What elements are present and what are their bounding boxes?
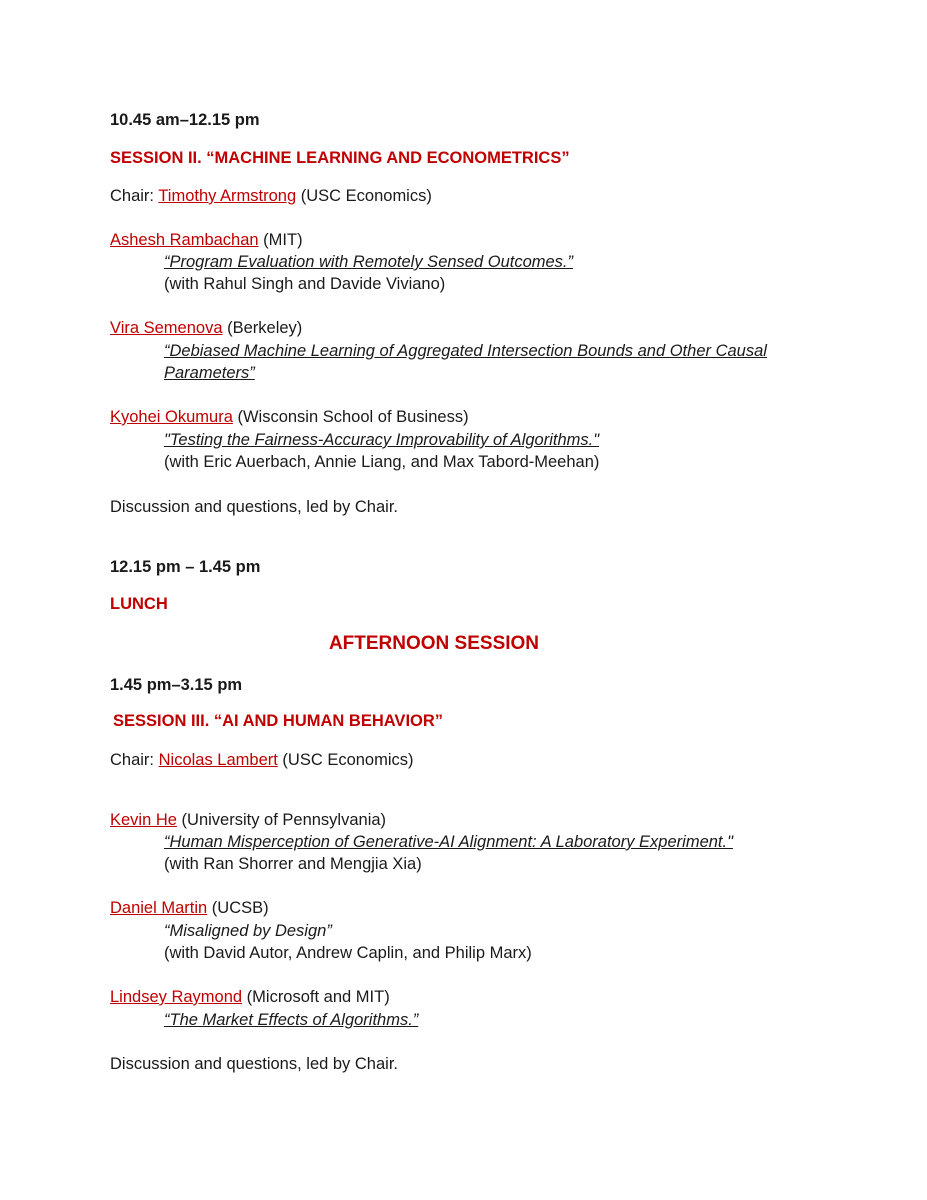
speaker-line [110, 229, 303, 251]
chair-link[interactable]: Nicolas Lambert [158, 751, 278, 769]
session-2-discussion: Discussion and questions, led by Chair. [110, 498, 398, 516]
speaker-link[interactable]: Kyohei Okumura [110, 408, 233, 426]
speaker-affiliation: (Wisconsin School of Business) [232, 408, 469, 426]
lunch-label: LUNCH [110, 595, 168, 613]
coauthors: (with Ran Shorrer and Mengjia Xia) [164, 855, 422, 873]
speaker-link[interactable]: Lindsey Raymond [110, 988, 243, 1006]
afternoon-heading: AFTERNOON SESSION [328, 633, 540, 654]
chair-prefix: Chair: [110, 187, 159, 205]
chair-affiliation: (USC Economics) [277, 751, 414, 769]
coauthors: (with David Autor, Andrew Caplin, and Philip Marx) [164, 944, 532, 962]
coauthors: (with Eric Auerbach, Annie Liang, and Max Tabord-Meehan) [164, 453, 600, 471]
paper-title: “Debiased Machine Learning of Aggregated Intersection Bounds and Other Causal [164, 342, 767, 360]
lunch-time: 12.15 pm – 1.45 pm [110, 558, 261, 576]
speaker-link[interactable]: Vira Semenova [110, 319, 223, 337]
speaker-affiliation: (UCSB) [207, 899, 269, 917]
speaker-link[interactable]: Kevin He [110, 811, 177, 829]
session-3-discussion: Discussion and questions, led by Chair. [110, 1055, 398, 1073]
speaker-affiliation: (Berkeley) [222, 319, 303, 337]
chair-prefix: Chair: [110, 751, 159, 769]
paper-title: “Program Evaluation with Remotely Sensed Outcomes.” [164, 253, 574, 271]
session-2-time: 10.45 am–12.15 pm [110, 111, 260, 129]
coauthors: (with Rahul Singh and Davide Viviano) [164, 275, 446, 293]
paper-title: “The Market Effects of Algorithms.” [164, 1011, 419, 1029]
speaker-line [110, 897, 269, 919]
paper-title: “Human Misperception of Generative-AI Alignment: A Laboratory Experiment." [164, 833, 733, 851]
speaker-line [110, 406, 469, 428]
session-3-title: SESSION III. “AI AND HUMAN BEHAVIOR” [113, 712, 444, 730]
speaker-line [110, 986, 390, 1008]
paper-title: "Testing the Fairness-Accuracy Improvability of Algorithms." [164, 431, 600, 449]
speaker-affiliation: (MIT) [258, 231, 303, 249]
speaker-link[interactable]: Daniel Martin [110, 899, 208, 917]
session-2-title: SESSION II. “MACHINE LEARNING AND ECONOMETRICS” [110, 149, 570, 167]
paper-title-continued: Parameters” [164, 364, 255, 382]
chair-link[interactable]: Timothy Armstrong [158, 187, 297, 205]
chair-affiliation: (USC Economics) [296, 187, 432, 205]
paper-title: “Misaligned by Design” [164, 922, 332, 940]
speaker-line [110, 809, 386, 831]
speaker-affiliation: (Microsoft and MIT) [242, 988, 390, 1006]
speaker-link[interactable]: Ashesh Rambachan [110, 231, 259, 249]
speaker-line [110, 317, 302, 339]
session-3-time: 1.45 pm–3.15 pm [110, 676, 243, 694]
session-2-chair [110, 185, 432, 207]
session-3-chair [110, 749, 414, 771]
speaker-affiliation: (University of Pennsylvania) [176, 811, 387, 829]
